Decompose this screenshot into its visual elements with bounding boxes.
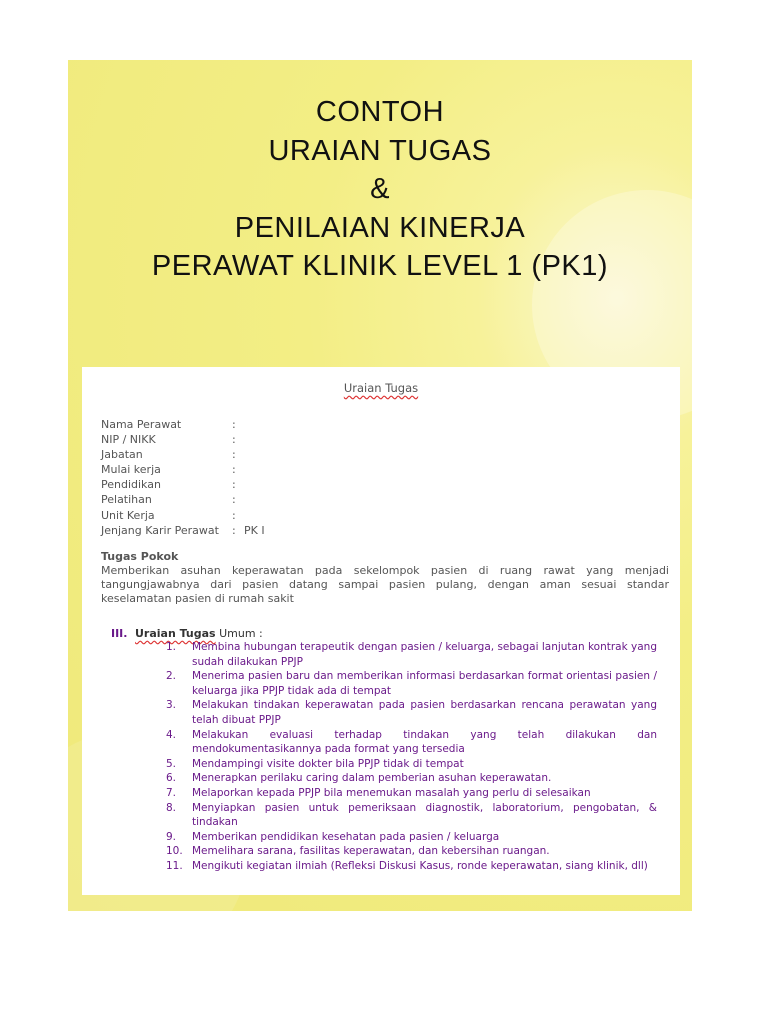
title-line: PERAWAT KLINIK LEVEL 1 (PK1): [151, 250, 609, 282]
field-label: Nama Perawat: [101, 418, 182, 431]
field-row: Pelatihan :: [101, 493, 236, 507]
field-row: Pendidikan :: [101, 478, 236, 492]
list-item: 3. Melakukan tindakan keperawatan pada pasien berdasarkan rencana perawatan yang telah dibuat PPJP: [166, 699, 657, 726]
list-item: 5. Mendampingi visite dokter bila PPJP tidak di tempat: [166, 757, 464, 770]
field-row: Mulai kerja :: [101, 463, 236, 477]
cover-slide: [68, 60, 692, 911]
uraian-tugas-heading: [111, 627, 263, 640]
identity-fields: [101, 417, 265, 538]
title-line: PENILAIAN KINERJA: [234, 211, 526, 244]
list-item: 4. Melakukan evaluasi terhadap tindakan yang telah dilakukan dan mendokumentasikannya pada format yang tersedia: [166, 728, 657, 756]
field-label: Pendidikan: [101, 478, 161, 492]
list-item: 8. Menyiapkan pasien untuk pemeriksaan diagnostik, laboratorium, pengobatan, & tindakan: [166, 801, 657, 829]
field-label: Mulai kerja: [101, 463, 161, 477]
title-line: CONTOH: [315, 96, 445, 128]
list-item: 10. Memelihara sarana, fasilitas keperawatan, dan kebersihan ruangan.: [166, 845, 550, 858]
field-label: Unit Kerja: [101, 508, 155, 522]
document-heading: Uraian Tugas: [343, 381, 419, 395]
list-item: 7. Melaporkan kepada PPJP bila menemukan masalah yang perlu di selesaikan: [166, 786, 591, 799]
tugas-pokok-text: Memberikan asuhan keperawatan pada sekelompok pasien di ruang rawat yang menjadi tangungjawabnya dari pasien datang sampai pasien pulang, dengan aman sesuai standar keselamatan pasien di rumah sakit: [101, 564, 669, 605]
field-label: Pelatihan: [101, 493, 152, 507]
field-row: Unit Kerja :: [101, 508, 236, 522]
title-line: &: [370, 173, 390, 205]
field-value: PK I: [244, 523, 265, 537]
field-row: Jabatan :: [101, 448, 236, 462]
field-label: NIP / NIKK: [101, 433, 156, 447]
field-label: Jenjang Karir Perawat: [101, 523, 219, 537]
field-row: NIP / NIKK :: [101, 433, 236, 447]
list-item: 1. Membina hubungan terapeutik dengan pasien / keluarga, sebagai lanjutan kontrak yang sudah dilakukan PPJP: [166, 641, 658, 668]
section-number: III.: [111, 627, 128, 640]
title-line: URAIAN TUGAS: [268, 134, 492, 167]
section-title-rest: Umum :: [215, 627, 263, 640]
list-item: 11. Mengikuti kegiatan ilmiah (Refleksi Diskusi Kasus, ronde keperawatan, siang klinik, dll): [166, 859, 648, 872]
task-list: [166, 640, 657, 874]
section-title: Uraian Tugas: [135, 627, 216, 640]
field-row: Nama Perawat :: [101, 418, 236, 431]
document-page: [82, 367, 680, 895]
field-row: Jenjang Karir Perawat : PK I: [101, 523, 265, 537]
tugas-pokok-title: Tugas Pokok: [101, 550, 179, 563]
list-item: 2. Menerima pasien baru dan memberikan informasi berdasarkan format orientasi pasien / keluarga jika PPJP tidak ada di tempat: [166, 670, 657, 697]
list-item: 9. Memberikan pendidikan kesehatan pada pasien / keluarga: [166, 830, 500, 843]
field-label: Jabatan: [101, 448, 143, 462]
list-item: 6. Menerapkan perilaku caring dalam pemberian asuhan keperawatan.: [166, 772, 552, 785]
cover-title: [68, 93, 692, 286]
